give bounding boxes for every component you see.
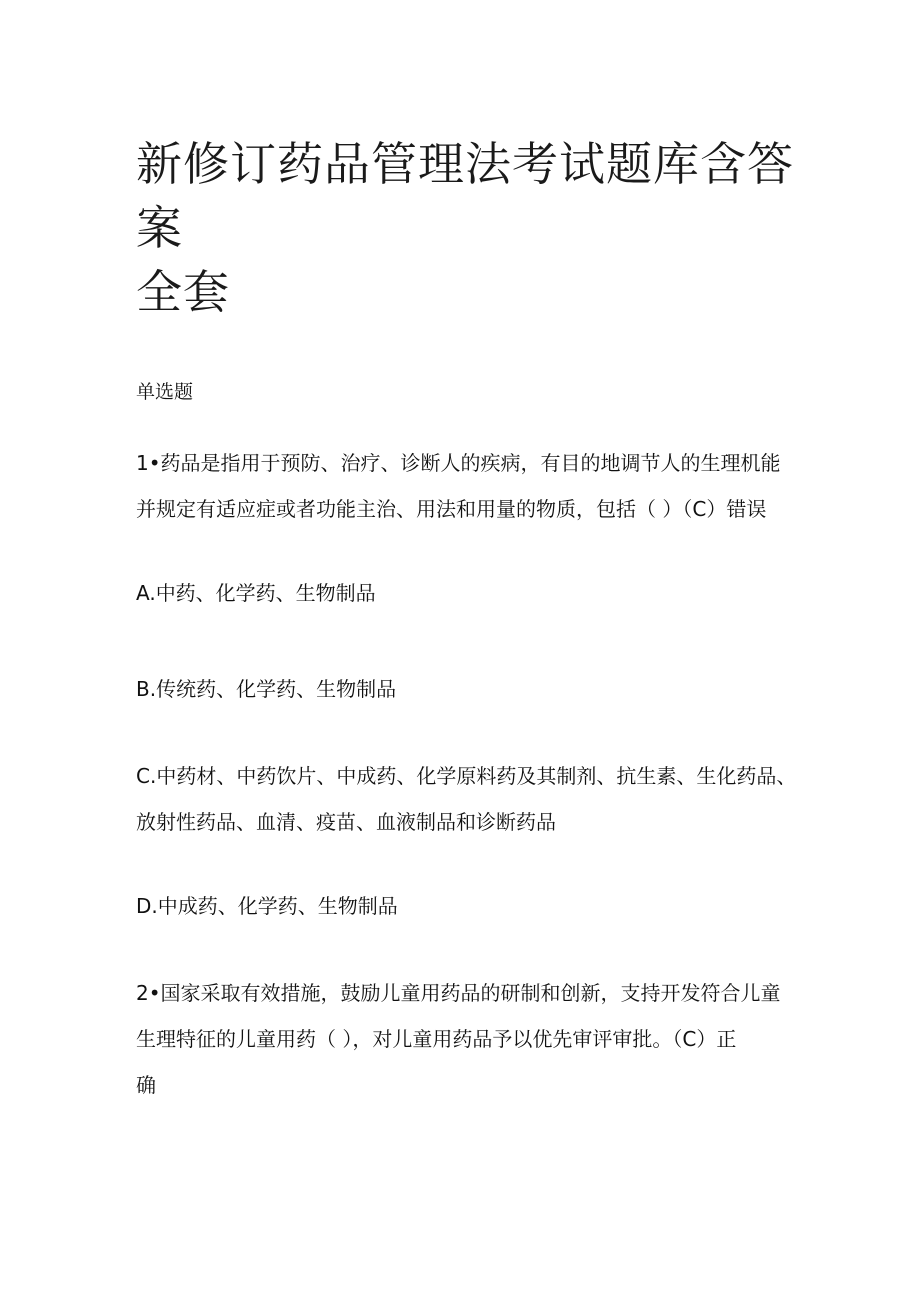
option-a-text: A.中药、化学药、生物制品 — [136, 581, 376, 605]
title-line-1: 新修订药品管理法考试题库含答案 — [136, 137, 794, 255]
option-d-text: D.中成药、化学药、生物制品 — [136, 894, 398, 918]
option-c-line-1: C.中药材、中药饮片、中成药、化学原料药及其制剂、抗生素、生化药品、 — [136, 764, 797, 788]
title-line-2: 全套 — [136, 265, 230, 319]
section-heading: 单选题 — [136, 381, 194, 403]
question-2 — [136, 970, 796, 1108]
question-1-option-b — [136, 666, 396, 712]
question-1-option-c — [136, 753, 796, 845]
option-b-text: B.传统药、化学药、生物制品 — [136, 677, 397, 701]
question-1-line-2: 并规定有适应症或者功能主治、用法和用量的物质，包括（ ）（C）错误 — [136, 497, 767, 521]
question-1 — [136, 440, 796, 532]
option-c-line-2: 放射性药品、血清、疫苗、血液制品和诊断药品 — [136, 810, 556, 834]
question-1-option-a — [136, 570, 376, 616]
question-1-option-d — [136, 883, 398, 929]
question-2-line-3: 确 — [136, 1073, 156, 1097]
document-title — [136, 132, 836, 324]
question-2-line-2: 生理特征的儿童用药（ ），对儿童用药品予以优先审评审批。（C）正 — [136, 1027, 737, 1051]
question-1-line-1: 1•药品是指用于预防、治疗、诊断人的疾病，有目的地调节人的生理机能 — [136, 451, 781, 475]
question-2-line-1: 2•国家采取有效措施，鼓励儿童用药品的研制和创新，支持开发符合儿童 — [136, 981, 781, 1005]
